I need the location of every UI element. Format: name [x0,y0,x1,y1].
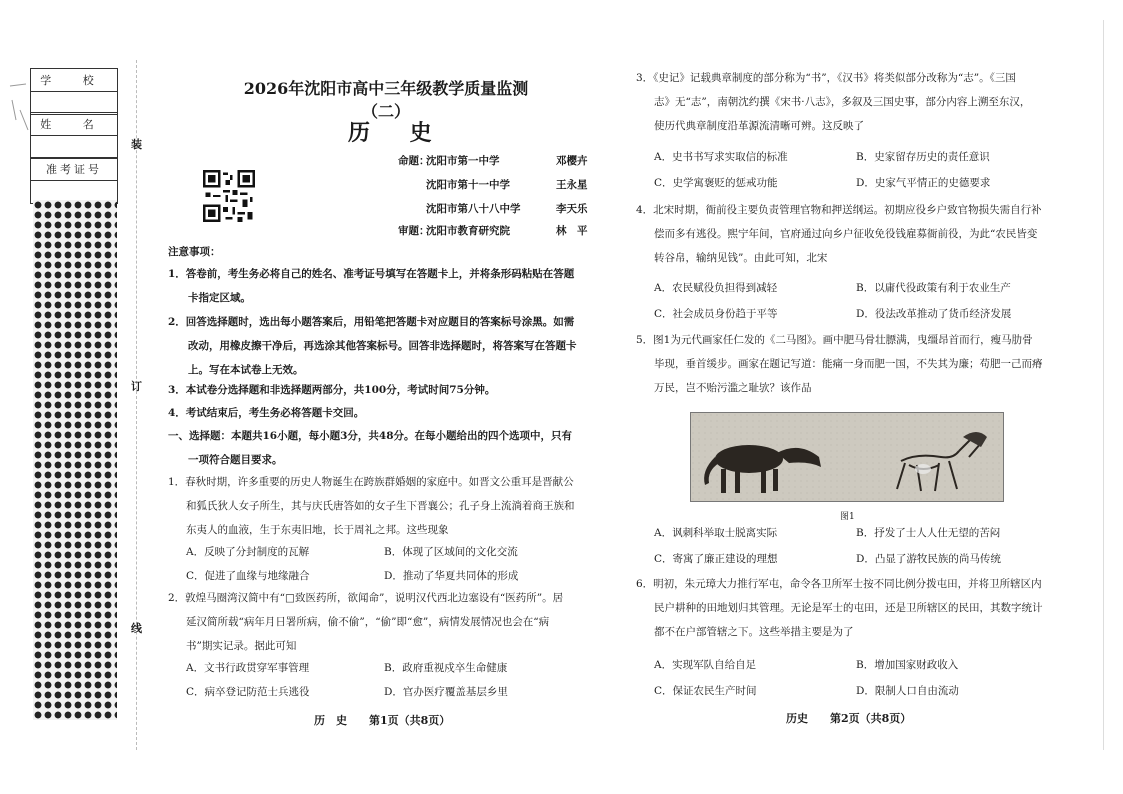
note-1-line-2: 卡指定区域。 [188,292,251,304]
q2-option-d[interactable]: D．官办医疗覆盖基层乡里 [384,686,508,698]
page-2-footer: 历史 第2页（共8页） [786,712,912,725]
reviewer-label: 审题： [398,225,430,237]
q1-line-2: 和狐氏狄人女子所生，其与庆氏唐答如的女子生下晋襄公；孔子身上流淌着商王族和 [186,500,575,512]
note-1-line-1: 1．答卷前，考生务必将自己的姓名、准考证号填写在答题卡上，并将条形码粘贴在答题 [168,268,575,280]
question-6-stem [636,572,1076,644]
setter-person-2: 王永星 [556,179,588,191]
reviewer-person: 林 平 [556,225,588,237]
setter-label: 命题： [398,155,430,167]
q6-option-a[interactable]: A．实现军队自给自足 [654,659,757,671]
q4-line-3: 转谷帛，输纳见钱”。由此可知，北宋 [654,252,828,264]
q5-option-b[interactable]: B．抒发了士人人仕无望的苦闷 [856,527,1001,539]
note-3: 3．本试卷分选择题和非选择题两部分，共100分，考试时间75分钟。 [168,384,496,396]
binding-char-ding: 订 [131,380,142,393]
q6-option-c[interactable]: C．保证农民生产时间 [654,685,757,697]
q5-option-a[interactable]: A．讽刺科举取士脱离实际 [654,527,778,539]
q6-line-1: 6．明初，朱元璋大力推行军屯，命令各卫所军士按不同比例分拨屯田，并将卫所辖区内 [636,578,1042,590]
q2-line-1: 2．敦煌马圈湾汉简中有“□致医药所，欲闻命”，说明汉代西北边塞设有“医药所”。居 [168,592,564,604]
exam-id-info-box [30,157,118,204]
section-1-line-1: 一、选择题：本题共16小题，每小题3分，共48分。在每小题给出的四个选项中，只有 [168,430,573,442]
page-1-footer: 历 史 第1页（共8页） [314,714,451,727]
reviewer-org: 沈阳市教育研究院 [426,225,510,237]
note-2-line-1: 2．回答选择题时，选出每小题答案后，用铅笔把答题卡对应题目的答案标号涂黑。如需 [168,316,575,328]
question-3-stem [636,66,1076,138]
scan-artifact-mark [6,80,32,140]
q2-option-a[interactable]: A．文书行政贯穿军事管理 [186,662,310,674]
binding-char-zhuang: 装 [131,138,142,151]
page-edge-line [1103,20,1104,750]
setter-org-3: 沈阳市第八十八中学 [426,203,521,215]
binding-dashed-line [136,60,137,750]
subject-title: 历 史 [348,120,448,146]
note-2 [168,310,598,382]
q4-option-b[interactable]: B．以庸代役政策有利于农业生产 [856,282,1011,294]
q3-option-b[interactable]: B．史家留存历史的责任意识 [856,151,990,163]
q1-option-b[interactable]: B．体现了区域间的文化交流 [384,546,518,558]
q6-line-3: 都不在户部管辖之下。这些举措主要是为了 [654,626,854,638]
name-label: 姓 名 [31,113,117,136]
school-label: 学 校 [31,69,117,92]
section-1-heading [168,424,598,472]
question-1-stem [168,470,598,542]
question-4-stem [636,198,1076,270]
school-blank[interactable] [31,92,117,114]
q1-option-a[interactable]: A．反映了分封制度的瓦解 [186,546,310,558]
q2-option-b[interactable]: B．政府重视戍卒生命健康 [384,662,508,674]
setter-person-3: 李天乐 [556,203,588,215]
setter-person-1: 邓樱卉 [556,155,588,167]
figure-1-caption: 图1 [840,512,855,522]
q5-line-2: 毕现，垂首缓步。画家在题记写道：能痛一身而肥一国，不失其为廉；苟肥一己而瘠 [654,358,1043,370]
q5-line-3: 万民，岂不贻污滥之耻欤？该作品 [654,382,812,394]
q5-line-1: 5．图1为元代画家任仁发的《二马图》。画中肥马骨壮膘满，曳缰昂首而行，瘦马肋骨 [636,334,1033,346]
q6-option-d[interactable]: D．限制人口自由流动 [856,685,959,697]
section-1-line-2: 一项符合题目要求。 [188,454,283,466]
name-blank[interactable] [31,136,117,158]
q3-line-1: 3．《史记》记载典章制度的部分称为“书”，《汉书》将类似部分改称为“志”。《三国 [636,72,1016,84]
q5-option-d[interactable]: D．凸显了游牧民族的尚马传统 [856,553,1001,565]
q6-option-b[interactable]: B．增加国家财政收入 [856,659,959,671]
note-1 [168,262,598,310]
q3-line-3: 使历代典章制度沿革源流清晰可辨。这反映了 [654,120,864,132]
q3-option-c[interactable]: C．史学寓褒贬的惩戒功能 [654,177,778,189]
q1-option-c[interactable]: C．促进了血缘与地缘融合 [186,570,310,582]
note-2-line-2: 改动，用橡皮擦干净后，再选涂其他答案标号。回答非选择题时，将答案写在答题卡 [188,340,577,352]
q2-option-c[interactable]: C．病卒登记防范士兵逃役 [186,686,310,698]
school-info-box [30,68,118,115]
q1-option-d[interactable]: D．推动了华夏共同体的形成 [384,570,519,582]
q1-line-3: 东夷人的血液，生于东夷旧地，长于周礼之邦。这些现象 [186,524,449,536]
qr-code-icon [203,170,255,222]
q4-option-a[interactable]: A．农民赋役负担得到减轻 [654,282,778,294]
q3-option-a[interactable]: A．史书书写求实取信的标准 [654,151,788,163]
name-info-box [30,112,118,159]
setter-org-2: 沈阳市第十一中学 [426,179,510,191]
binding-pattern [33,200,117,720]
binding-char-xian: 线 [131,622,142,635]
setter-org-1: 沈阳市第一中学 [426,155,500,167]
notes-heading: 注意事项： [168,246,221,258]
q4-line-1: 4．北宋时期，衙前役主要负责管理官物和押送纲运。初期应役乡户致官物损失需自行补 [636,204,1042,216]
note-4: 4．考试结束后，考生务必将答题卡交回。 [168,407,365,419]
q2-line-3: 书”期实记录。据此可知 [186,640,297,652]
q2-line-2: 延汉简所载“病年月日署所病，偷不偷”，“偷”即“愈”，病情发展情况也会在“病 [186,616,550,628]
question-2-stem [168,586,598,658]
q3-line-2: 志》无“志”，南朝沈约撰《宋书·八志》，多叙及三国史事，部分内容上溯至东汉， [654,96,1031,108]
q1-line-1: 1．春秋时期，许多重要的历史人物诞生在跨族群婚姻的家庭中。如晋文公重耳是晋献公 [168,476,574,488]
note-2-line-3: 上。写在本试卷上无效。 [188,364,304,376]
q4-option-c[interactable]: C．社会成员身份趋于平等 [654,308,778,320]
q6-line-2: 民户耕种的田地划归其管理。无论是军士的屯田，还是卫所辖区的民田，其数字统计 [654,602,1043,614]
q3-option-d[interactable]: D．史家气平情正的史德要求 [856,177,991,189]
q4-option-d[interactable]: D．役法改革推动了货币经济发展 [856,308,1012,320]
exam-title: 2026年沈阳市高中三年级教学质量监测（二） [243,79,529,121]
q5-option-c[interactable]: C．寄寓了廉正建设的理想 [654,553,778,565]
q4-line-2: 偿而多有逃役。熙宁年间，官府通过向乡户征收免役钱雇募衙前役，为此“农民皆变 [654,228,1038,240]
exam-id-label: 准考证号 [31,158,117,181]
question-5-stem [636,328,1076,400]
two-horses-painting [690,412,1004,502]
